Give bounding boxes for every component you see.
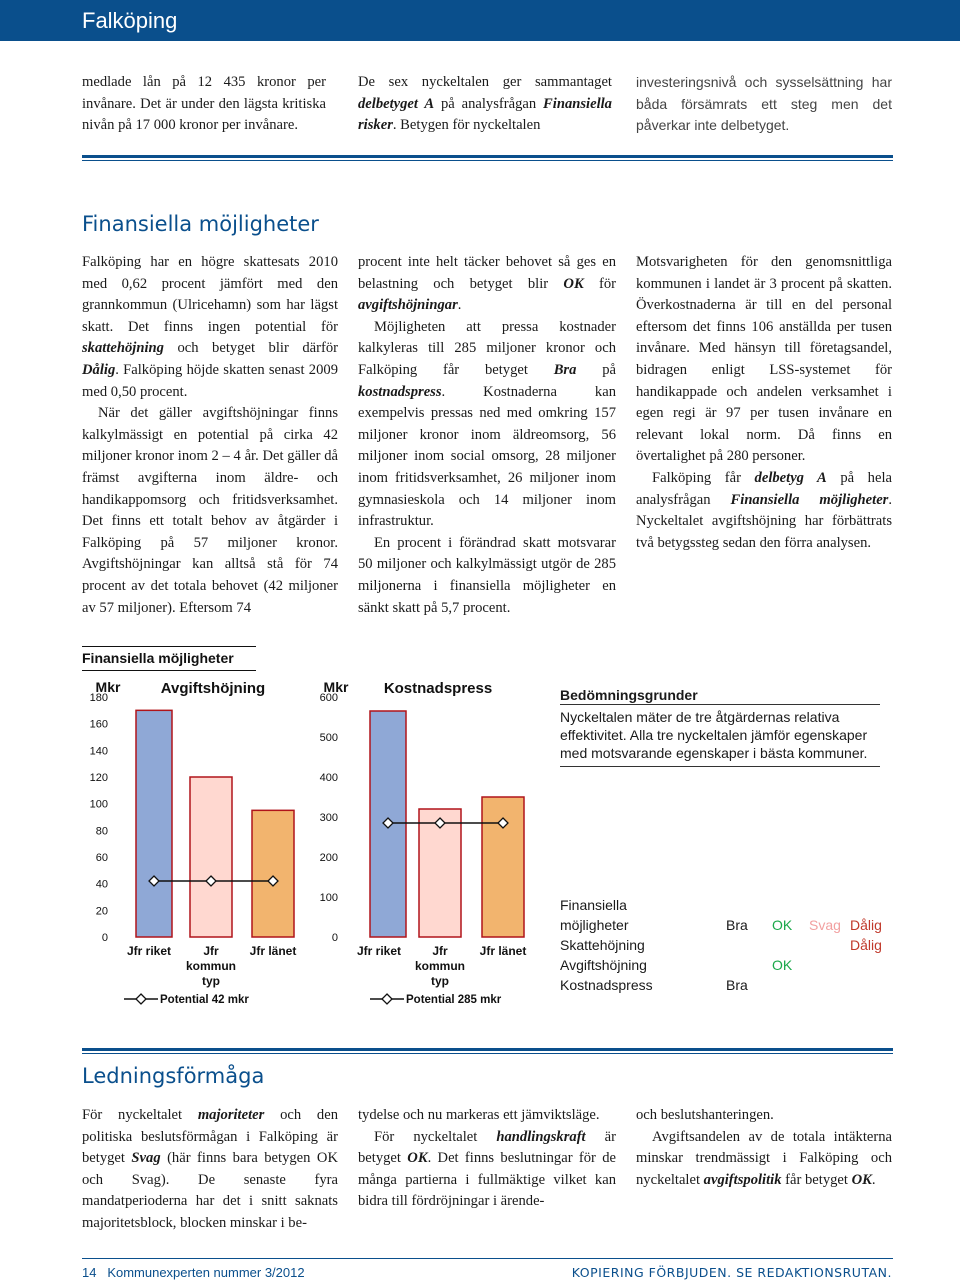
bar-2 bbox=[419, 809, 461, 937]
legend-marker bbox=[136, 994, 146, 1004]
header-bra: Bra bbox=[726, 917, 748, 933]
legend-label: Potential 42 mkr bbox=[160, 994, 249, 1006]
section2-para-4: och beslutshanteringen. bbox=[636, 1107, 774, 1123]
chart-title: Avgiftshöjning bbox=[160, 680, 266, 697]
section2-col-2 bbox=[358, 1105, 616, 1213]
potential-marker bbox=[498, 818, 508, 828]
section1-col-1 bbox=[82, 252, 338, 619]
x-category-label: Jfr länet bbox=[249, 944, 297, 958]
intro-col-2 bbox=[358, 72, 612, 137]
y-tick-label: 200 bbox=[319, 852, 338, 864]
section1-para-5: En procent i förändrad skatt motsvarar 50 miljoner och kalkylmässigt utgör de 285 miljonerna i finansiella möjligheter en sänkt skatt på 5,7 procent. bbox=[358, 534, 616, 616]
section1-para-2: När det gäller avgiftshöjningar finns kalkylmässigt en potential på cirka 42 miljoner kronor inom 2 – 4 år. Det gäller då främst avgifterna inom äldre- och handikappomsorg och fritidsverksamhet. Det finns ett totalt behov av åtgärder i Falköping på 57 miljoner kronor. Avgiftshöjningar kan alltså stå för 74 procent av det totala behovet (42 miljoner av 57 miljoner). Eftersom 74 bbox=[82, 405, 338, 616]
grade-table-header-row bbox=[560, 915, 890, 935]
y-axis-unit: Mkr bbox=[95, 679, 121, 695]
y-tick-label: 140 bbox=[89, 745, 108, 758]
y-tick-label: 20 bbox=[95, 905, 108, 918]
criteria-box bbox=[560, 686, 880, 767]
grade-table-title-2: möjligheter bbox=[560, 917, 629, 933]
intro-col-1 bbox=[82, 72, 326, 137]
section1-col-3 bbox=[636, 252, 892, 554]
potential-marker bbox=[383, 818, 393, 828]
grade-row-skattehojning bbox=[560, 935, 890, 955]
footer-publication bbox=[82, 1265, 305, 1280]
page-number: 14 bbox=[82, 1265, 97, 1280]
bar-2 bbox=[190, 777, 232, 937]
section2-para-2: tydelse och nu markeras ett jämviktsläge. bbox=[358, 1107, 600, 1123]
section1-para-6: Motsvarigheten för den genomsnittliga kommunen i landet är 3 procent på skatten. Överkostnaderna är till en del personal eftersom det finns 106 anställda per tusen invånare. Med hänsyn till företagsandel, bidragen enligt LSS-systemet för handikappade och andelen verksamhet i egen regi är 97 per tusen invånare en relevant lokal norm. Då finns en övertalighet på 280 personer. bbox=[636, 254, 892, 465]
section1-para-4: Möjligheten att pressa kostnader kalkyleras till 285 miljoner kronor och Falköping får betyget Bra på kostnadspress. Kostnaderna kan exempelvis pressas ned med omkring 157 miljoner kronor inom äldreomsorg, 56 miljoner inom social omsorg, 28 miljoner inom fritidsverksamhet, 26 miljoner inom gymnasieskola och 14 miljoner inom infrastruktur. bbox=[358, 318, 616, 530]
intro-text-3: investeringsnivå och sysselsättning har båda försämrats ett steg men det påverkar inte delbetyget. bbox=[636, 74, 892, 134]
municipality-title: Falköping bbox=[82, 8, 178, 33]
section-rule-thin bbox=[82, 160, 893, 161]
section2-col-1 bbox=[82, 1105, 338, 1235]
legend-label: Potential 285 mkr bbox=[406, 994, 502, 1006]
section-rule-thick bbox=[82, 155, 893, 158]
x-category-label: Jfr riket bbox=[356, 944, 402, 958]
x-category-label: typ bbox=[202, 974, 220, 988]
section1-para-7: Falköping får delbetyg A på hela analysfrågan Finansiella möjligheter. Nyckeltalet avgiftshöjning har förbättrats två betygssteg sedan den förra analysen. bbox=[636, 469, 893, 551]
bar-3 bbox=[252, 810, 294, 937]
potential-marker bbox=[149, 876, 159, 886]
y-tick-label: 100 bbox=[89, 798, 108, 811]
y-tick-label: 300 bbox=[319, 812, 338, 824]
section1-para-3: procent inte helt täcker behovet så ges en belastning och betyget blir OK för avgiftshöjningar. bbox=[358, 254, 617, 314]
x-category-label: kommun bbox=[414, 959, 466, 973]
intro-col-3 bbox=[636, 72, 892, 137]
section-title-ledning: Ledningsförmåga bbox=[82, 1064, 265, 1088]
legend-marker bbox=[382, 994, 392, 1004]
y-tick-label: 60 bbox=[95, 852, 108, 864]
section2-col-3 bbox=[636, 1105, 892, 1191]
bar-1 bbox=[136, 710, 172, 937]
x-category-label: Jfr riket bbox=[126, 944, 172, 958]
intro-text-2: De sex nyckeltalen ger sammantaget delbetyget A på analysfrågan Finansiella risker. Betygen för nyckeltalen bbox=[358, 74, 612, 134]
grade-table-title-row bbox=[560, 895, 890, 915]
header-bar bbox=[0, 0, 960, 41]
grade-row-label: Avgiftshöjning bbox=[560, 957, 647, 973]
criteria-title: Bedömningsgrunder bbox=[560, 687, 698, 703]
grade-value: Dålig bbox=[850, 937, 882, 953]
section2-rule-thin bbox=[82, 1053, 893, 1054]
y-tick-label: 120 bbox=[89, 772, 108, 784]
y-tick-label: 40 bbox=[95, 878, 108, 891]
grade-value: OK bbox=[772, 957, 793, 973]
grade-table-title-1: Finansiella bbox=[560, 897, 627, 913]
y-tick-label: 0 bbox=[331, 932, 338, 944]
footer-notice: KOPIERING FÖRBJUDEN. SE REDAKTIONSRUTAN. bbox=[571, 1265, 892, 1280]
section2-para-5: Avgiftsandelen av de totala intäkterna minskar trendmässigt i Falköping och nyckeltalet avgiftspolitik får betyget OK. bbox=[636, 1128, 892, 1188]
header-svag: Svag bbox=[809, 917, 841, 933]
panel-title: Finansiella möjligheter bbox=[82, 646, 256, 671]
y-tick-label: 160 bbox=[89, 718, 108, 731]
x-category-label: Jfr bbox=[432, 944, 448, 958]
section2-rule-thick bbox=[82, 1048, 893, 1051]
y-tick-label: 100 bbox=[319, 892, 338, 904]
grade-row-label: Skattehöjning bbox=[560, 937, 645, 953]
section2-para-1: För nyckeltalet majoriteter och den politiska beslutsförmågan i Falköping är betyget Svag (här finns bara betygen OK och Svag). De senaste fyra mandatperioderna har det i snitt saknats majoritetsblock, blocken minskar i be- bbox=[82, 1107, 338, 1231]
grade-table bbox=[560, 895, 890, 995]
grade-value: Bra bbox=[726, 977, 748, 993]
footer-rule bbox=[82, 1258, 893, 1259]
header-dalig: Dålig bbox=[850, 917, 882, 933]
grade-row-kostnadspress bbox=[560, 975, 890, 995]
x-category-label: typ bbox=[431, 974, 449, 988]
section1-col-2 bbox=[358, 252, 616, 619]
criteria-body: Nyckeltalen mäter de tre åtgärdernas relativa effektivitet. Alla tre nyckeltalen jämför egenskaper med motsvarande egenskaper i bästa kommuner. bbox=[560, 704, 880, 767]
x-category-label: kommun bbox=[185, 959, 237, 973]
x-category-label: Jfr länet bbox=[479, 944, 527, 958]
potential-marker bbox=[268, 876, 278, 886]
section2-para-3: För nyckeltalet handlingskraft är betyget OK. Det finns beslutningar för de många partierna i fullmäktige vilket kan bidra till fördröjningar i ärende- bbox=[358, 1128, 616, 1210]
section-title-finansiella: Finansiella möjligheter bbox=[82, 212, 319, 236]
y-tick-label: 0 bbox=[101, 932, 108, 944]
x-category-label: Jfr bbox=[203, 944, 219, 958]
y-tick-label: 600 bbox=[319, 692, 338, 704]
bar-3 bbox=[482, 797, 524, 937]
y-tick-label: 80 bbox=[95, 825, 108, 838]
bar-1 bbox=[370, 711, 406, 937]
header-ok: OK bbox=[772, 917, 793, 933]
section1-para-1: Falköping har en högre skattesats 2010 med 0,62 procent jämfört med den grannkommun (Ulricehamn) som har lägst skatt. Det finns ingen potential för skattehöjning och betyget blir därför Dålig. Falköping höjde skatten senast 2009 med 0,50 procent. bbox=[82, 254, 338, 400]
potential-marker bbox=[435, 818, 445, 828]
y-axis-unit: Mkr bbox=[323, 679, 349, 695]
y-tick-label: 180 bbox=[89, 692, 108, 704]
y-tick-label: 500 bbox=[319, 732, 338, 744]
chart-title: Kostnadspress bbox=[383, 680, 493, 697]
publication-name: Kommunexperten nummer 3/2012 bbox=[107, 1265, 305, 1280]
y-tick-label: 400 bbox=[319, 772, 338, 784]
intro-text-1: medlade lån på 12 435 kronor per invånare. Det är under den lägsta kritiska nivån på 17 000 kronor per invånare. bbox=[82, 74, 326, 134]
potential-marker bbox=[206, 876, 216, 886]
grade-row-avgiftshojning bbox=[560, 955, 890, 975]
grade-row-label: Kostnadspress bbox=[560, 977, 653, 993]
